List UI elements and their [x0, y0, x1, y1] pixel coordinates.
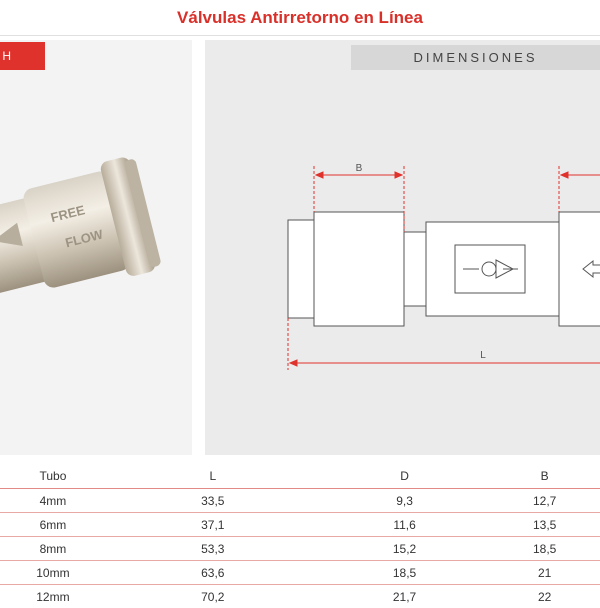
cell-tubo: 4mm — [0, 489, 106, 513]
specs-table — [0, 464, 600, 608]
cell-tubo: 8mm — [0, 537, 106, 561]
engraving-free: FREE — [49, 202, 87, 225]
dimension-b-label: B — [356, 163, 363, 174]
dimension-l-label: L — [480, 350, 486, 361]
cell-b: 12,7 — [489, 489, 600, 513]
check-valve-body — [0, 154, 163, 314]
cell-b: 18,5 — [489, 537, 600, 561]
table-row — [0, 561, 600, 585]
collet-body-left — [314, 212, 404, 326]
column-header-l: L — [106, 464, 320, 489]
collet-body-right — [559, 212, 600, 326]
cell-b: 21 — [489, 561, 600, 585]
end-cap-left — [288, 220, 314, 318]
cell-l: 53,3 — [106, 537, 320, 561]
product-photo — [0, 40, 192, 455]
product-photo-panel — [0, 40, 192, 455]
table-row — [0, 585, 600, 608]
page-title: Válvulas Antirretorno en Línea — [0, 8, 600, 28]
cell-d: 15,2 — [320, 537, 490, 561]
cell-b: 22 — [489, 585, 600, 608]
cell-tubo: 6mm — [0, 513, 106, 537]
cell-d: 18,5 — [320, 561, 490, 585]
cell-l: 33,5 — [106, 489, 320, 513]
table-row — [0, 489, 600, 513]
cell-d: 9,3 — [320, 489, 490, 513]
category-tab: H — [0, 42, 45, 70]
cell-d: 21,7 — [320, 585, 490, 608]
cell-l: 63,6 — [106, 561, 320, 585]
column-header-d: D — [320, 464, 490, 489]
table-header-row — [0, 464, 600, 489]
cell-l: 37,1 — [106, 513, 320, 537]
column-header-tubo: Tubo — [0, 464, 106, 489]
neck-left — [404, 232, 426, 306]
cell-b: 13,5 — [489, 513, 600, 537]
dimensions-heading: DIMENSIONES — [351, 45, 600, 70]
title-divider — [0, 35, 600, 36]
engraving-flow: FLOW — [64, 226, 105, 250]
dimension-drawing — [205, 40, 600, 455]
cell-l: 70,2 — [106, 585, 320, 608]
table-row — [0, 537, 600, 561]
table-row — [0, 513, 600, 537]
column-header-b: B — [489, 464, 600, 489]
cell-d: 11,6 — [320, 513, 490, 537]
cell-tubo: 10mm — [0, 561, 106, 585]
cell-tubo: 12mm — [0, 585, 106, 608]
